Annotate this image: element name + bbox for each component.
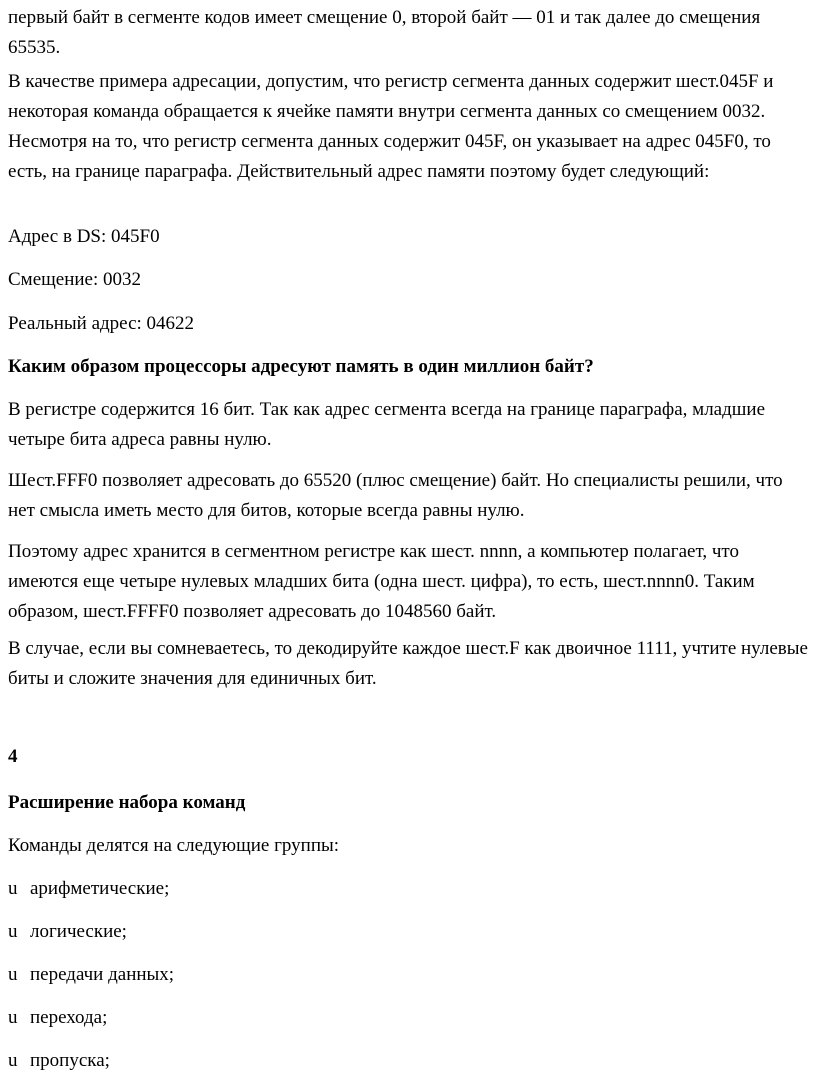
paragraph-segment-offset: первый байт в сегменте кодов имеет смещение 0, второй байт — 01 и так далее до смещения 65535. (8, 7, 761, 58)
paragraph-offset: Смещение: 0032 (8, 269, 141, 290)
paragraph-register-bits: В регистре содержится 16 бит. Так как адрес сегмента всегда на границе параграфа, младшие четыре бита адреса равны нулю. (8, 399, 766, 450)
paragraph-decode-hint: В случае, если вы сомневаетесь, то декодируйте каждое шест.F как двоичное 1111, учтите нулевые биты и сложите значения для единичных бит. (8, 638, 808, 689)
heading-million-bytes: Каким образом процессоры адресуют память в один миллион байт? (8, 356, 594, 377)
list-item-label: арифметические; (30, 878, 170, 899)
paragraph-command-groups: Команды делятся на следующие группы: (8, 835, 340, 856)
paragraph-real-address: Реальный адрес: 04622 (8, 313, 195, 334)
list-item (8, 960, 174, 990)
list-item (8, 874, 169, 904)
section-title: Расширение набора команд (8, 792, 246, 813)
bullet-marker: u (8, 921, 18, 942)
paragraph-fff0: Шест.FFF0 позволяет адресовать до 65520 (плюс смещение) байт. Но специалисты решили, что нет смысла иметь место для битов, которые всегда равны нулю. (8, 470, 783, 521)
bullet-marker: u (8, 1007, 18, 1028)
list-item (8, 1003, 107, 1033)
list-item-label: логические; (30, 921, 127, 942)
bullet-marker: u (8, 878, 18, 899)
list-item-label: передачи данных; (30, 964, 175, 985)
section-number: 4 (8, 746, 18, 767)
paragraph-ds-address: Адрес в DS: 045F0 (8, 226, 160, 247)
paragraph-addressing-example: В качестве примера адресации, допустим, что регистр сегмента данных содержит шест.045F и некоторая команда обращается к ячейке памяти внутри сегмента данных со смещением 0032. Несмотря на то, что регистр сегмента данных содержит 045F, он указывает на адрес 045F0, то есть, на границе параграфа. Действительный адрес памяти поэтому будет следующий: (8, 71, 774, 182)
bullet-marker: u (8, 1050, 18, 1071)
list-item-label: пропуска; (30, 1050, 110, 1071)
list-item (8, 1046, 110, 1076)
list-item-label: перехода; (30, 1007, 108, 1028)
list-item (8, 917, 127, 947)
paragraph-nnnn: Поэтому адрес хранится в сегментном регистре как шест. nnnn, а компьютер полагает, что имеются еще четыре нулевых младших бита (одна шест. цифра), то есть, шест.nnnn0. Таким образом, шест.FFFF0 позволяет адресовать до 1048560 байт. (8, 541, 755, 622)
bullet-marker: u (8, 964, 18, 985)
